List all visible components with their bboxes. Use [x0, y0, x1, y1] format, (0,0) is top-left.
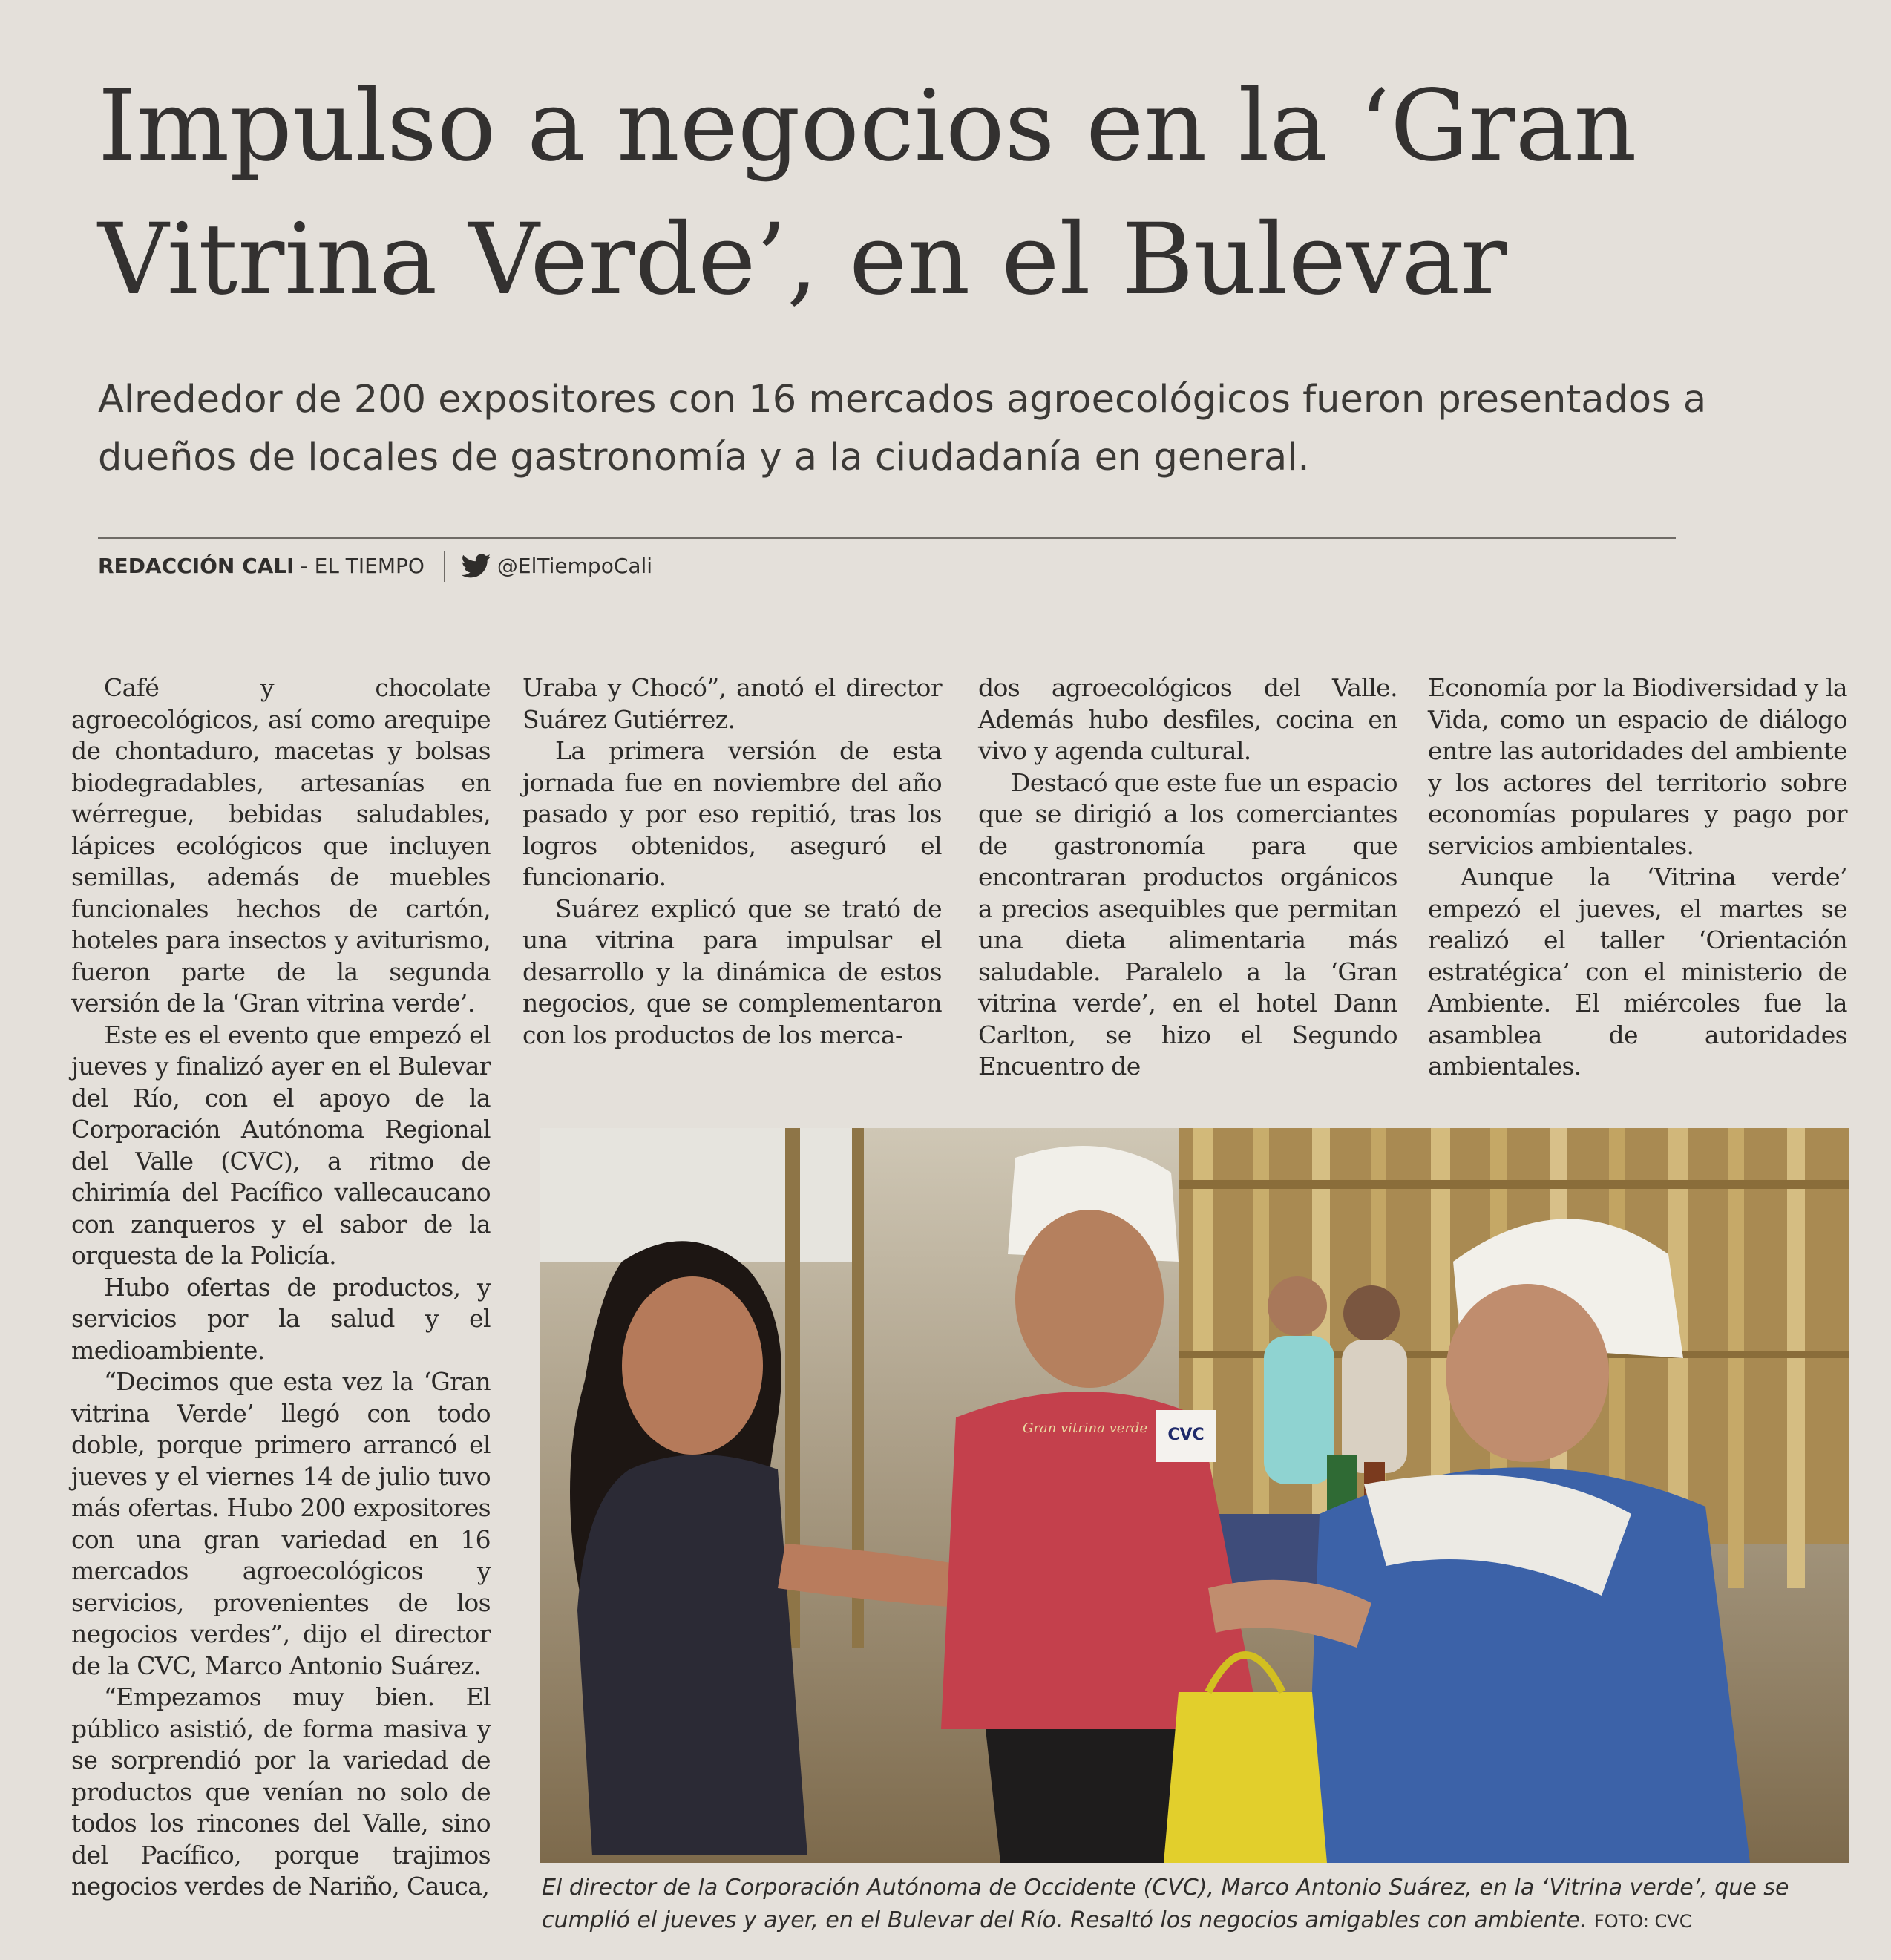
shirt-text: Gran vitrina verde: [1023, 1420, 1148, 1436]
paragraph: La primera versión de esta jornada fue en noviembre del año pasado y por eso repitió, tras los logros obtenidos, aseguró el funcionario.: [522, 736, 942, 891]
caption-text: El director de la Corporación Autónoma de Occidente (CVC), Marco Antonio Suárez, en la ‘Vitrina verde’, que se cumplió el jueves y ayer, en el Bulevar del Río. Resaltó los negocios amigables con ambiente.: [542, 1875, 1789, 1933]
article-column-4: [1428, 672, 1847, 1081]
paragraph: dos agroecológicos del Valle. Además hubo desfiles, cocina en vivo y agenda cultural.: [978, 673, 1397, 765]
news-photo: [540, 1128, 1849, 1863]
paragraph: Hubo ofertas de productos, y servicios por la salud y el medioambiente.: [71, 1272, 491, 1365]
paragraph: Destacó que este fue un espacio que se dirigió a los comerciantes de gastronomía para que encontraran productos orgánicos a precios asequibles que permitan una dieta alimentaria más saludable. Paralelo a la ‘Gran vitrina verde’, en el hotel Dann Carlton, se hizo el Segundo Encuentro de: [978, 767, 1397, 1081]
twitter-bird-icon: [462, 554, 491, 579]
twitter-handle[interactable]: @ElTiempoCali: [496, 554, 653, 578]
paragraph: Uraba y Chocó”, anotó el director Suárez Gutiérrez.: [522, 673, 942, 734]
paragraph: Este es el evento que empezó el jueves y finalizó ayer en el Bulevar del Río, con el apoyo de la Corporación Autónoma Regional del Valle (CVC), a ritmo de chirimía del Pacífico vallecaucano con zanqueros y el sabor de la orquesta de la Policía.: [71, 1020, 491, 1270]
article-column-2: [522, 672, 942, 1073]
byline-author: REDACCIÓN CALI: [98, 554, 295, 578]
paragraph: Economía por la Biodiversidad y la Vida, como un espacio de diálogo entre las autoridades del ambiente y los actores del territorio sobre economías populares y pago por servicios ambientales.: [1428, 673, 1847, 860]
paragraph: “Empezamos muy bien. El público asistió, de forma masiva y se sorprendió por la variedad de productos que venían no solo de todos los rincones del Valle, sino del Pacífico, porque trajimos negocios verdes de Nariño, Cauca,: [71, 1682, 491, 1901]
shirt-logo: CVC: [1167, 1426, 1205, 1444]
article-column-3: [978, 672, 1397, 1081]
byline-divider: [444, 551, 445, 582]
paragraph: “Decimos que esta vez la ‘Gran vitrina Verde’ llegó con todo doble, porque primero arrancó el jueves y el viernes 14 de julio tuvo más ofertas. Hubo 200 expositores con una gran variedad en 16 mercados agroecológicos y servicios, provenientes de los negocios verdes”, dijo el director de la CVC, Marco Antonio Suárez.: [71, 1367, 491, 1680]
article-column-1: [71, 672, 491, 1949]
deck-subtitle: Alrededor de 200 expositores con 16 mercados agroecológicos fueron presentados a dueños de locales de gastronomía y a la ciudadanía en general.: [98, 378, 1707, 479]
paragraph: Suárez explicó que se trató de una vitrina para impulsar el desarrollo y la dinámica de estos negocios, que se complementaron con los productos de los merca-: [522, 894, 942, 1049]
photo-caption: [542, 1872, 1848, 1938]
byline-rule: [98, 537, 1676, 539]
byline: [98, 549, 652, 583]
byline-outlet: - EL TIEMPO: [300, 554, 425, 578]
paragraph: Aunque la ‘Vitrina verde’ empezó el jueves, el martes se realizó el taller ‘Orientación estratégica’ con el ministerio de Ambiente. El miércoles fue la asamblea de autoridades ambientales.: [1428, 862, 1847, 1081]
photo-illustration: [540, 1128, 1849, 1863]
photo-credit: FOTO: CVC: [1594, 1911, 1692, 1932]
headline: Impulso a negocios en la ‘Gran Vitrina Verde’, en el Bulevar: [98, 69, 1637, 317]
paragraph: Café y chocolate agroecológicos, así como arequipe de chontaduro, macetas y bolsas biodegradables, artesanías en wérregue, bebidas saludables, lápices ecológicos que incluyen semillas, además de muebles funcionales hechos de cartón, hoteles para insectos y aviturismo, fueron parte de la segunda versión de la ‘Gran vitrina verde’.: [71, 673, 491, 1017]
yellow-bag: [1164, 1692, 1327, 1863]
